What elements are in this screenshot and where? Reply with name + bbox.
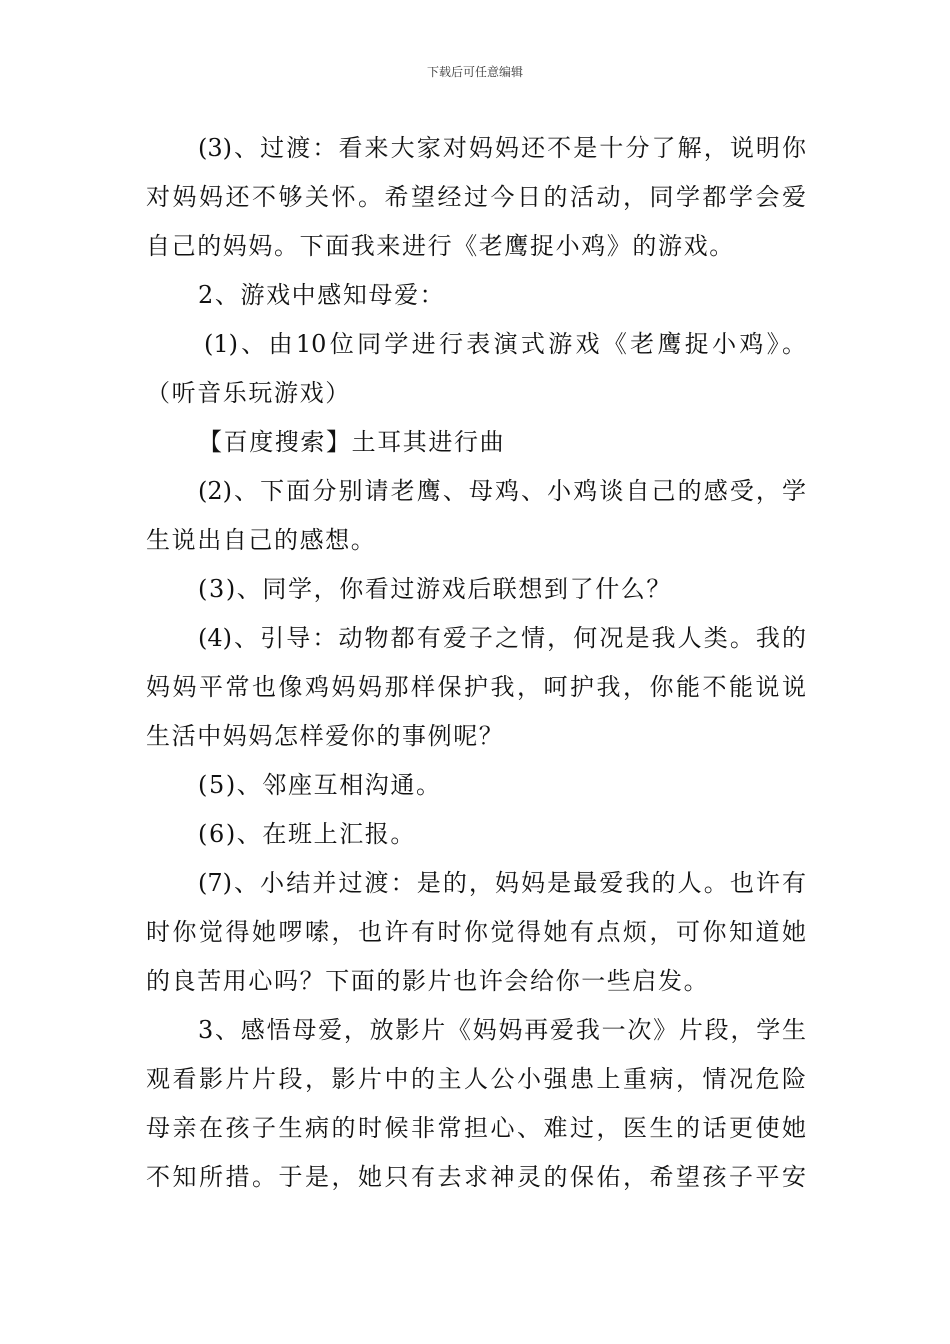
- paragraph-feelings: [146, 467, 806, 565]
- search-reference: 【百度搜索】土耳其进行曲: [198, 428, 506, 456]
- paragraph-report: [146, 810, 806, 859]
- document-body: [146, 124, 806, 1202]
- paragraph-search: [146, 418, 806, 467]
- text-line: 母亲在孩子生病的时候非常担心、难过，医生的话更使她: [146, 1114, 806, 1142]
- section-heading: 2、游戏中感知母爱：: [198, 281, 446, 309]
- text-line: (4)、引导：动物都有爱子之情，何况是我人类。我的: [198, 624, 806, 652]
- text-line: 时你觉得她啰嗦，也许有时你觉得她有点烦，可你知道她: [146, 918, 806, 946]
- text-line: (3)、同学，你看过游戏后联想到了什么？: [198, 575, 672, 603]
- paragraph-game: [146, 320, 806, 418]
- section-heading-game: [146, 271, 806, 320]
- text-line: (2)、下面分别请老鹰、母鸡、小鸡谈自己的感受，学: [198, 477, 806, 505]
- text-line: 自己的妈妈。下面我来进行《老鹰捉小鸡》的游戏。: [146, 232, 735, 260]
- text-line: 生说出自己的感想。: [146, 526, 377, 554]
- text-line: 的良苦用心吗？下面的影片也许会给你一些启发。: [146, 967, 710, 995]
- text-line: (1)、由10位同学进行表演式游戏《老鹰捉小鸡》。: [204, 330, 806, 358]
- paragraph-communicate: [146, 761, 806, 810]
- text-line: (5)、邻座互相沟通。: [198, 771, 442, 799]
- text-line: (6)、在班上汇报。: [198, 820, 416, 848]
- text-line: （听音乐玩游戏）: [146, 379, 351, 407]
- paragraph-summary: [146, 859, 806, 1006]
- text-line: (7)、小结并过渡：是的，妈妈是最爱我的人。也许有: [198, 869, 806, 897]
- paragraph-guide: [146, 614, 806, 761]
- text-line: (3)、过渡：看来大家对妈妈还不是十分了解，说明你: [198, 134, 806, 162]
- paragraph-transition: [146, 124, 806, 271]
- text-line: 妈妈平常也像鸡妈妈那样保护我，呵护我，你能不能说说: [146, 673, 806, 701]
- paragraph-question: [146, 565, 806, 614]
- page-header: 下载后可任意编辑: [426, 65, 523, 79]
- text-line: 生活中妈妈怎样爱你的事例呢？: [146, 722, 505, 750]
- text-line: 3、感悟母爱，放影片《妈妈再爱我一次》片段，学生: [198, 1016, 806, 1044]
- text-line: 对妈妈还不够关怀。希望经过今日的活动，同学都学会爱: [146, 183, 806, 211]
- section-film: [146, 1006, 806, 1202]
- text-line: 观看影片片段，影片中的主人公小强患上重病，情况危险: [146, 1065, 806, 1093]
- text-line: 不知所措。于是，她只有去求神灵的保佑，希望孩子平安: [146, 1163, 806, 1191]
